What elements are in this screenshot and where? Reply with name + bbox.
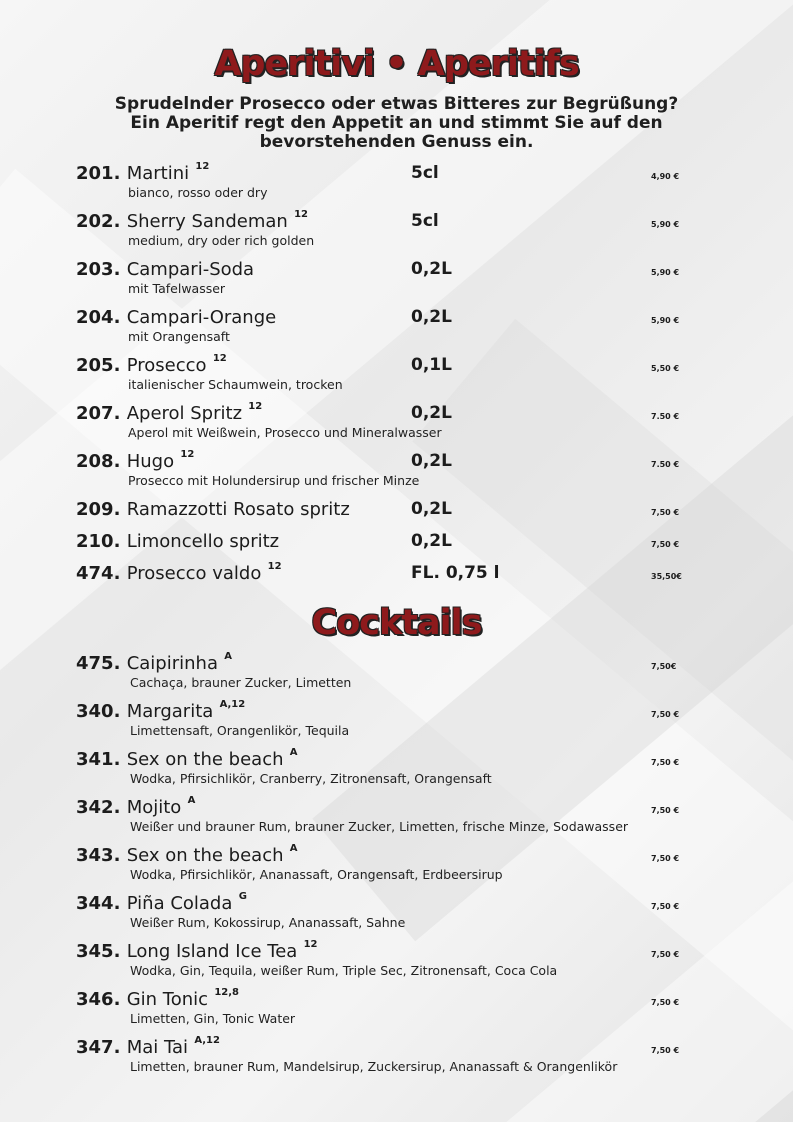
item-price: 5,50 € bbox=[651, 364, 680, 373]
item-label: Limoncello spritz bbox=[126, 531, 280, 552]
item-number: 346. bbox=[76, 989, 121, 1010]
item-number: 205. bbox=[76, 355, 121, 376]
item-label: Margarita bbox=[126, 701, 214, 722]
item-name bbox=[76, 531, 279, 552]
allergen-codes: 12 bbox=[303, 939, 318, 950]
item-label: Campari-Orange bbox=[126, 307, 277, 328]
item-price: 7,50 € bbox=[651, 1046, 680, 1055]
item-price: 7,50 € bbox=[651, 758, 680, 767]
allergen-codes: A,12 bbox=[219, 699, 246, 710]
item-number: 341. bbox=[76, 749, 121, 770]
item-price: 4,90 € bbox=[651, 172, 680, 181]
allergen-codes: A bbox=[187, 795, 196, 806]
item-price: 5,90 € bbox=[651, 316, 680, 325]
item-label: Sex on the beach bbox=[126, 845, 284, 866]
allergen-codes: 12 bbox=[195, 161, 210, 172]
item-label: Sex on the beach bbox=[126, 749, 284, 770]
item-name bbox=[76, 563, 282, 584]
allergen-codes: 12 bbox=[248, 401, 263, 412]
item-price: 7,50 € bbox=[651, 508, 680, 517]
item-name bbox=[76, 653, 232, 674]
item-description: Weißer und brauner Rum, brauner Zucker, Limetten, frische Minze, Sodawasser bbox=[130, 819, 629, 834]
item-price: 7,50 € bbox=[651, 806, 680, 815]
item-price: 7.50 € bbox=[651, 460, 680, 469]
item-label: Prosecco bbox=[126, 355, 207, 376]
item-name bbox=[76, 259, 254, 280]
item-number: 207. bbox=[76, 403, 121, 424]
item-name bbox=[76, 307, 276, 328]
allergen-codes: A bbox=[289, 747, 298, 758]
item-label: Martini bbox=[126, 163, 190, 184]
item-number: 203. bbox=[76, 259, 121, 280]
item-name bbox=[76, 701, 245, 722]
item-price: 7,50 € bbox=[651, 998, 680, 1007]
item-description: Wodka, Pfirsichlikör, Ananassaft, Orangensaft, Erdbeersirup bbox=[130, 867, 503, 882]
item-size: FL. 0,75 l bbox=[411, 563, 500, 583]
item-name bbox=[76, 893, 247, 914]
item-label: Mai Tai bbox=[126, 1037, 189, 1058]
item-price: 7,50 € bbox=[651, 540, 680, 549]
allergen-codes: 12 bbox=[180, 449, 195, 460]
item-number: 201. bbox=[76, 163, 121, 184]
item-number: 204. bbox=[76, 307, 121, 328]
allergen-codes: A bbox=[289, 843, 298, 854]
item-name bbox=[76, 797, 195, 818]
item-label: Sherry Sandeman bbox=[126, 211, 288, 232]
item-price: 7.50 € bbox=[651, 412, 680, 421]
item-label: Campari-Soda bbox=[126, 259, 255, 280]
item-size: 0,1L bbox=[411, 355, 452, 375]
item-price: 35,50€ bbox=[651, 572, 682, 581]
item-number: 208. bbox=[76, 451, 121, 472]
allergen-codes: A bbox=[224, 651, 233, 662]
item-description: bianco, rosso oder dry bbox=[128, 185, 268, 200]
item-name bbox=[76, 163, 209, 184]
item-price: 5,90 € bbox=[651, 220, 680, 229]
item-description: italienischer Schaumwein, trocken bbox=[128, 377, 343, 392]
item-price: 7,50 € bbox=[651, 710, 680, 719]
item-name bbox=[76, 499, 350, 520]
item-size: 0,2L bbox=[411, 259, 452, 279]
item-number: 474. bbox=[76, 563, 121, 584]
item-size: 0,2L bbox=[411, 403, 452, 423]
item-price: 7,50 € bbox=[651, 902, 680, 911]
item-price: 7,50 € bbox=[651, 950, 680, 959]
item-label: Hugo bbox=[126, 451, 175, 472]
item-description: Aperol mit Weißwein, Prosecco und Mineralwasser bbox=[128, 425, 442, 440]
allergen-codes: 12 bbox=[294, 209, 309, 220]
item-price: 7,50 € bbox=[651, 854, 680, 863]
item-name bbox=[76, 1037, 220, 1058]
item-description: Limetten, brauner Rum, Mandelsirup, Zuckersirup, Ananassaft & Orangenlikör bbox=[130, 1059, 618, 1074]
item-price: 7,50€ bbox=[651, 662, 677, 671]
item-label: Prosecco valdo bbox=[126, 563, 262, 584]
item-label: Caipirinha bbox=[126, 653, 218, 674]
item-number: 347. bbox=[76, 1037, 121, 1058]
item-label: Ramazzotti Rosato spritz bbox=[126, 499, 350, 520]
item-description: Prosecco mit Holundersirup und frischer Minze bbox=[128, 473, 420, 488]
aperitifs-title: Aperitivi • Aperitifs bbox=[214, 44, 579, 84]
item-label: Piña Colada bbox=[126, 893, 233, 914]
item-name bbox=[76, 355, 227, 376]
item-name bbox=[76, 989, 239, 1010]
intro-text bbox=[100, 95, 693, 152]
item-size: 5cl bbox=[411, 163, 439, 183]
item-number: 345. bbox=[76, 941, 121, 962]
intro-line: Sprudelnder Prosecco oder etwas Bitteres zur Begrüßung? bbox=[114, 94, 679, 114]
item-label: Mojito bbox=[126, 797, 182, 818]
item-description: Weißer Rum, Kokossirup, Ananassaft, Sahne bbox=[130, 915, 406, 930]
intro-line: Ein Aperitif regt den Appetit an und stimmt Sie auf den bbox=[130, 113, 663, 133]
item-label: Aperol Spritz bbox=[126, 403, 243, 424]
item-description: Limettensaft, Orangenlikör, Tequila bbox=[130, 723, 350, 738]
item-description: Limetten, Gin, Tonic Water bbox=[130, 1011, 296, 1026]
item-number: 202. bbox=[76, 211, 121, 232]
item-number: 344. bbox=[76, 893, 121, 914]
item-name bbox=[76, 845, 298, 866]
allergen-codes: 12 bbox=[267, 561, 282, 572]
item-size: 5cl bbox=[411, 211, 439, 231]
item-label: Long Island Ice Tea bbox=[126, 941, 298, 962]
item-number: 343. bbox=[76, 845, 121, 866]
item-size: 0,2L bbox=[411, 531, 452, 551]
allergen-codes: 12,8 bbox=[214, 987, 240, 998]
intro-line: bevorstehenden Genuss ein. bbox=[259, 132, 534, 152]
item-description: mit Orangensaft bbox=[128, 329, 230, 344]
item-number: 342. bbox=[76, 797, 121, 818]
item-description: Wodka, Gin, Tequila, weißer Rum, Triple Sec, Zitronensaft, Coca Cola bbox=[130, 963, 558, 978]
item-label: Gin Tonic bbox=[126, 989, 209, 1010]
allergen-codes: A,12 bbox=[194, 1035, 220, 1046]
item-description: Cachaça, brauner Zucker, Limetten bbox=[130, 675, 352, 690]
item-size: 0,2L bbox=[411, 307, 452, 327]
allergen-codes: 12 bbox=[212, 353, 227, 364]
item-number: 340. bbox=[76, 701, 121, 722]
item-description: mit Tafelwasser bbox=[128, 281, 226, 296]
item-size: 0,2L bbox=[411, 451, 452, 471]
item-number: 209. bbox=[76, 499, 121, 520]
item-name bbox=[76, 403, 262, 424]
item-price: 5,90 € bbox=[651, 268, 680, 277]
item-size: 0,2L bbox=[411, 499, 452, 519]
item-name bbox=[76, 211, 308, 232]
allergen-codes: G bbox=[238, 891, 247, 902]
item-name bbox=[76, 451, 194, 472]
item-name bbox=[76, 749, 298, 770]
item-description: Wodka, Pfirsichlikör, Cranberry, Zitronensaft, Orangensaft bbox=[130, 771, 492, 786]
item-number: 475. bbox=[76, 653, 121, 674]
cocktails-title: Cocktails bbox=[311, 603, 482, 643]
item-name bbox=[76, 941, 318, 962]
item-number: 210. bbox=[76, 531, 121, 552]
item-description: medium, dry oder rich golden bbox=[128, 233, 315, 248]
